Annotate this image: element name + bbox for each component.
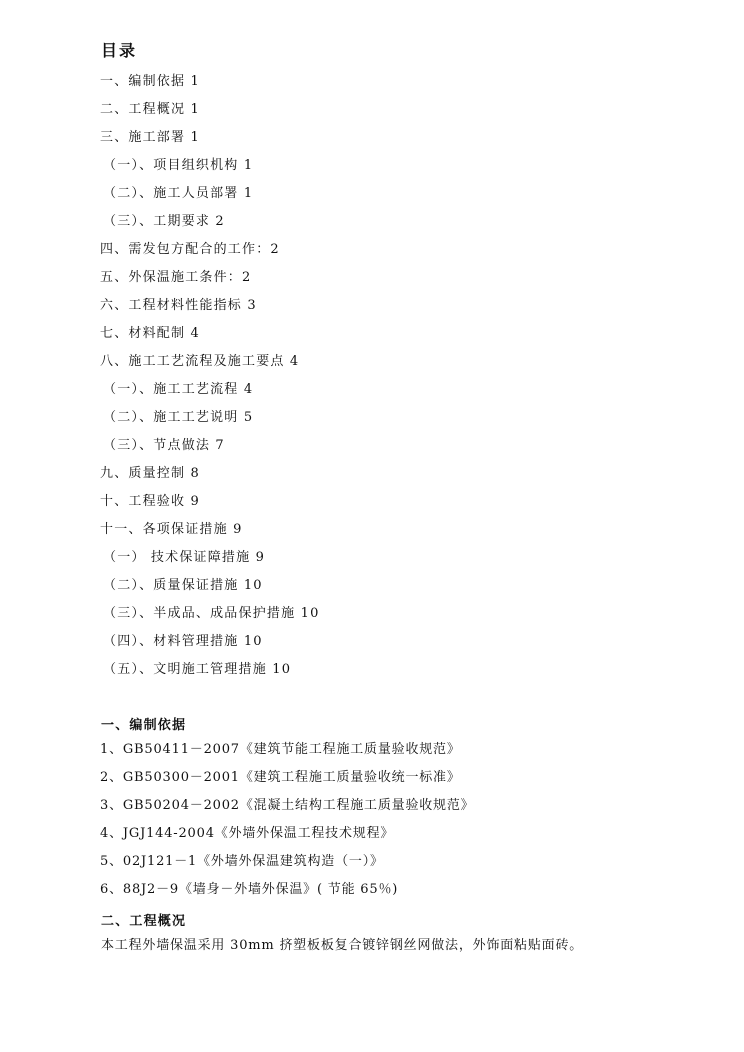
- section-heading-overview: 二、工程概况: [101, 914, 187, 929]
- basis-item: 1、GB50411－2007《建筑节能工程施工质量验收规范》: [100, 742, 461, 757]
- toc-item[interactable]: 十、工程验收 9: [100, 494, 201, 509]
- toc-item[interactable]: 七、材料配制 4: [100, 326, 201, 341]
- basis-item: 6、88J2－9《墙身－外墙外保温》( 节能 65％): [100, 882, 399, 897]
- toc-subitem[interactable]: （二）、质量保证措施 10: [103, 578, 263, 593]
- overview-paragraph: 本工程外墙保温采用 30mm 挤塑板板复合镀锌钢丝网做法，外饰面粘贴面砖。: [101, 938, 584, 953]
- toc-item[interactable]: 八、施工工艺流程及施工要点 4: [100, 354, 300, 369]
- toc-subitem[interactable]: （三）、节点做法 7: [103, 438, 225, 453]
- toc-subitem[interactable]: （二）、施工人员部署 1: [103, 186, 254, 201]
- toc-subitem[interactable]: （二）、施工工艺说明 5: [103, 410, 254, 425]
- toc-item[interactable]: 六、工程材料性能指标 3: [100, 298, 257, 313]
- toc-subitem[interactable]: （一）、项目组织机构 1: [103, 158, 254, 173]
- toc-item[interactable]: 四、需发包方配合的工作：2: [100, 242, 280, 257]
- toc-subitem[interactable]: （四）、材料管理措施 10: [103, 634, 263, 649]
- basis-list: [100, 736, 474, 904]
- section-heading-basis: 一、编制依据: [101, 718, 187, 733]
- toc-item[interactable]: 一、编制依据 1: [100, 74, 201, 89]
- toc-subitem[interactable]: （一） 技术保证障措施 9: [103, 550, 266, 565]
- toc-title: 目录: [101, 41, 138, 60]
- toc-subitem[interactable]: （三）、半成品、成品保护措施 10: [103, 606, 320, 621]
- basis-item: 5、02J121－1《外墙外保温建筑构造（一）》: [100, 854, 384, 869]
- toc-subitem[interactable]: （一）、施工工艺流程 4: [103, 382, 254, 397]
- toc-subitem[interactable]: （三）、工期要求 2: [103, 214, 225, 229]
- table-of-contents: [100, 68, 320, 684]
- basis-item: 3、GB50204－2002《混凝土结构工程施工质量验收规范》: [100, 798, 475, 813]
- toc-item[interactable]: 三、施工部署 1: [100, 130, 201, 145]
- basis-item: 4、JGJ144-2004《外墙外保温工程技术规程》: [100, 826, 395, 841]
- basis-item: 2、GB50300－2001《建筑工程施工质量验收统一标准》: [100, 770, 461, 785]
- toc-item[interactable]: 五、外保温施工条件：2: [100, 270, 252, 285]
- toc-item[interactable]: 九、质量控制 8: [100, 466, 201, 481]
- toc-item[interactable]: 十一、各项保证措施 9: [100, 522, 243, 537]
- toc-item[interactable]: 二、工程概况 1: [100, 102, 201, 117]
- toc-subitem[interactable]: （五）、文明施工管理措施 10: [103, 662, 292, 677]
